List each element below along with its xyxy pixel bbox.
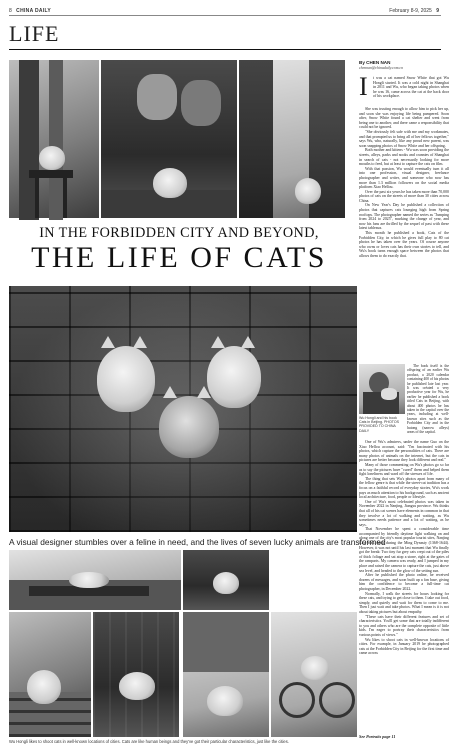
page-number-right: 9 — [436, 8, 439, 14]
photo-cat-lantern — [101, 60, 237, 218]
article-paragraph: This month he published a book, Cats of the Forbidden City, in which he gives full play to 80 cat photos he has taken over the years. Of course anyone who owns or loves cats has their own stories to tell, and Wu's book turns enough space between the photos that allows them to do exactly that. — [359, 231, 449, 258]
article-paragraph: She was trusting enough to allow him to pick her up, and soon she was enjoying life being pampered. Soon after, Snow White found a cat shelter and went from being one to another, and there came a responsibility that could not be ignored. — [359, 107, 449, 130]
headline-deck: A visual designer stumbles over a feline in need, and the lives of seven lucky animals are transformed — [9, 537, 386, 547]
continued-note[interactable]: See Portraits page 11 — [359, 734, 396, 739]
headline-line-1: IN THE FORBIDDEN CITY AND BEYOND, — [39, 225, 319, 241]
issue-date: February 8-9, 2025 — [389, 8, 432, 14]
dropcap: I — [359, 72, 368, 101]
photo-caption-bottom: Wu Hongli likes to shoot cats in well-known locations of cities. Cats are like human beings and they've got their particular characteristics, just like the cities. — [9, 739, 289, 744]
article-column-1-cont — [359, 107, 449, 363]
article-paragraph: Wu likes to shoot cats in well-known locations of cities. For example, in January 2019 he photographed cats at the Forbidden City in Beijing for the first time and came across — [359, 637, 449, 656]
article-paragraph: The book itself is the offspring of an earlier Wu product, a 2020 calendar containing 400 of his photos he published late last year. It was créated a very productive year for Wu, he earlier he published a book titled Cats in Beijing, with about 400 photos he has taken in the capital over the years, including at well-known sites such as the Forbidden City and in the hutong (narrow alleys) areas of the capital. — [407, 364, 449, 435]
photo-cat-steps — [9, 612, 91, 737]
article-column-1 — [373, 76, 449, 106]
page-number: 8 — [9, 8, 12, 14]
article-paragraph: "These cats have their different features and set of characteristics. You'll get some that are totally indifferent to you and others who are the complete opposite of little kids. I'm eager to portray their characteristics from various points of views." — [359, 614, 449, 637]
article-paragraph: One of Wu's most celebrated photos was taken in November 2022 in Nanjing, Jiangsu province. Wu thinks that all of his cat scenes have elements in common in that they involve a lot of walking and waiting, as Wu sometimes needs patience and a lot of waiting, as he says. — [359, 499, 449, 527]
article-paragraph: Normally, I walk the streets for hours looking for these cats, and trying to get close to them. I take out food, simply, and quietly and wait for them to come to me. Then I just wait and take photos. What I mean is it is not about taking pictures but about empathy. — [359, 591, 450, 614]
article-column-2 — [359, 440, 449, 731]
article-paragraph: With that passion, Wu would eventually turn it all into one profession, visual designer, freelance photographer and writer, and someone who now has more than 1.3 million followers on the social media platform Xiao Hellou. — [359, 166, 449, 190]
section-rule — [9, 49, 441, 50]
section-title: LIFE — [9, 21, 60, 46]
photo-cat-alley — [239, 60, 345, 218]
photo-caption-wu: Wu Hongli and his book Cats in Beijing. PHOTOS PROVIDED TO CHINA DAILY — [359, 416, 400, 433]
article-paragraph: Over the past six years he has taken more than 70,000 photos of cats on the streets of more than 30 cities across China. — [359, 189, 449, 203]
photo-cat-rooftop — [183, 550, 269, 610]
article-column-2-top — [407, 364, 449, 435]
header-rule — [9, 15, 441, 16]
article-paragraph: Many of those commenting on Wu's photos go so far as to say the pictures have "cured" them and helped them fight loneliness and ward off the stresses of life. — [359, 462, 449, 477]
photo-cats-forbidden-city — [9, 286, 357, 532]
byline: By CHEN NAN — [359, 60, 391, 65]
article-paragraph: After he published the photo online, he received dozens of messages, and soon built up a fan base, giving him the confidence to become a full-time cat photographer, in December 2022. — [359, 573, 449, 591]
masthead: CHINA DAILY — [16, 8, 52, 14]
article-paragraph: On New Year's Day he published a collection of photos that captures cats lounging high from Spring rooftops. The photographer named the series as "Jumping from 2024 to 2025", marking the change of year, and now his fans are thrilled by the sequel of past with these latest tableaux. — [359, 203, 449, 231]
article-paragraph: Both mother and kittens - Wu was soon providing the streets, alleys, parks and nooks and crannies of Shanghai in search of cats - not necessarily looking for more mouths to feed, but at least to capture the cats on film. — [359, 148, 449, 167]
photo-cats-boat — [9, 550, 181, 610]
photo-cat-chair — [9, 60, 99, 218]
article-paragraph: "She obviously felt safe with me and my workmates, and that prompted us to bring all of her fellows together," says Wu, who, naturally, like any proud new parent, was soon snapping photos of Snow White and her offspring. — [359, 129, 449, 148]
article-paragraph: That November he spent a considerable time accompanied by friendly daytime light walking on and along one of the city's most popular tourist sites, Nanjing City Wall, built during the Ming Dynasty (1368-1644). However, it was not until his last moment that Wu finally got the break: Two tiny fur grey cats crept out of the piles of thick foliage and sat atop a stone, right at the gates of the ramparts. My camera was ready, and I jumped in my place and raised the camera to capture the cats, just above sea level, and headed to the glow of the setting sun. — [359, 527, 449, 573]
headline-line-2: THE LIFE OF CATS — [31, 241, 327, 274]
author-email: chennan@chinadaily.com.cn — [359, 66, 403, 70]
article-paragraph: One of Wu's admirers, under the name Guo on the Xiao Hellou account, said: "I'm fascinated with his photos, which capture the personalities of cats. There are many photos of animals on the internet, but the cats in pictures are better because they look different and real." — [359, 440, 449, 463]
photo-cat-bicycle — [271, 612, 357, 737]
article-paragraph: t was a cat named Snow White that got Wu Hongli started. It was a cold night in Shanghai in 2011 and Wu, who began taking photos when he was 16, came across the cat at the back door of his workplace. — [373, 76, 449, 99]
photo-cat-wall — [93, 612, 179, 737]
article-paragraph: The thing that sets Wu's photos apart from many of the fellow genre is that while the street-cat tradition has a focus on a faithful record of everyday stories, Wu's work pays as much attention to his background, such as ancient local architecture, food, people or lifestyle. — [359, 476, 449, 500]
photo-cat-gate — [183, 612, 269, 737]
photo-wu-hongli — [359, 364, 405, 414]
